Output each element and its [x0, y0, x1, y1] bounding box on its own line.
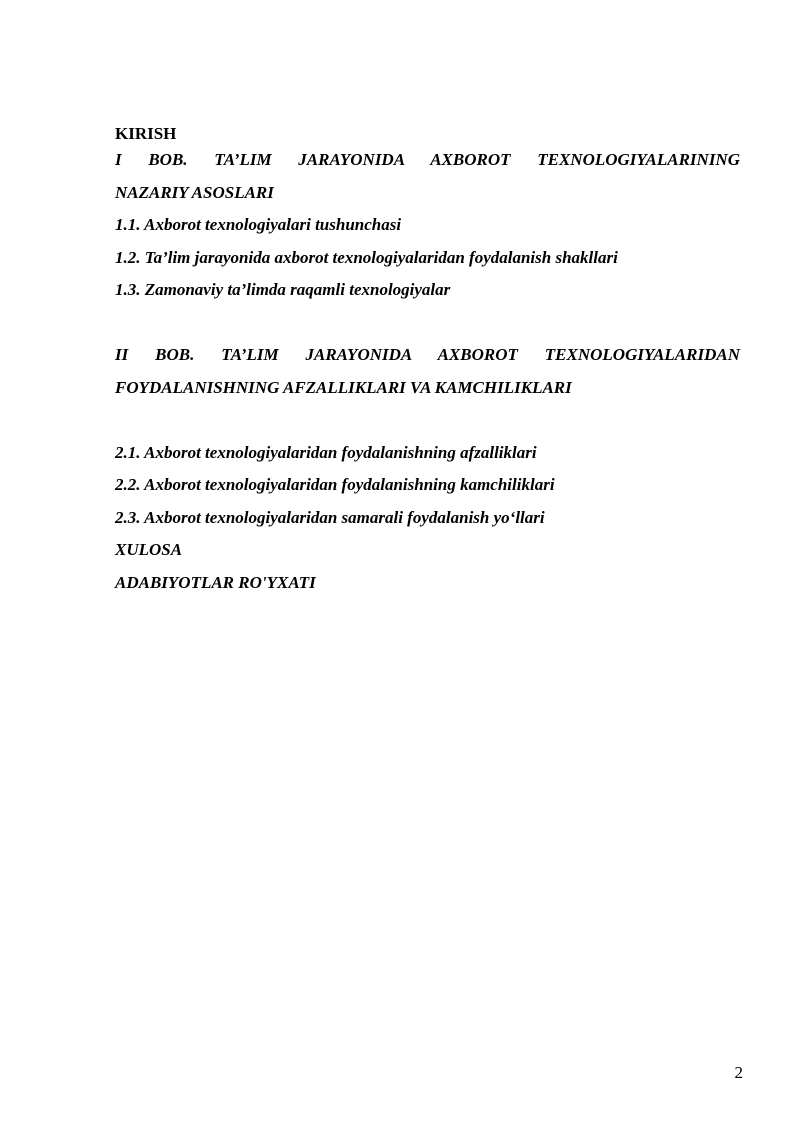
spacer — [115, 404, 740, 437]
page-number: 2 — [734, 1063, 743, 1082]
chapter-2-title-line-2: FOYDALANISHNING AFZALLIKLARI VA KAMCHILIKLARI — [115, 377, 572, 397]
chapter-1-title-line-2: NAZARIY ASOSLARI — [115, 182, 274, 202]
toc-item-1-2: 1.2. Ta’lim jarayonida axborot texnologiyalaridan foydalanish shakllari — [115, 247, 618, 267]
toc-references: ADABIYOTLAR RO'YXATI — [115, 572, 316, 592]
chapter-1-title-line-1: I BOB. TA’LIM JARAYONIDA AXBOROT TEXNOLOGIYALARINING — [115, 150, 740, 169]
spacer — [115, 307, 740, 340]
toc-item-2-2: 2.2. Axborot texnologiyalaridan foydalanishning kamchiliklari — [115, 475, 555, 494]
toc-item-1-1: 1.1. Axborot texnologiyalari tushunchasi — [115, 215, 402, 234]
toc-conclusion: XULOSA — [115, 540, 183, 559]
toc-intro: KIRISH — [115, 124, 177, 143]
chapter-2-title-line-1: II BOB. TA’LIM JARAYONIDA AXBOROT TEXNOLOGIYALARIDAN — [115, 345, 740, 364]
table-of-contents — [115, 124, 740, 599]
toc-item-2-1: 2.1. Axborot texnologiyalaridan foydalanishning afzalliklari — [115, 442, 537, 462]
toc-item-1-3: 1.3. Zamonaviy ta’limda raqamli texnologiyalar — [115, 280, 451, 299]
toc-item-2-3: 2.3. Axborot texnologiyalaridan samarali foydalanish yo‘llari — [115, 507, 545, 527]
